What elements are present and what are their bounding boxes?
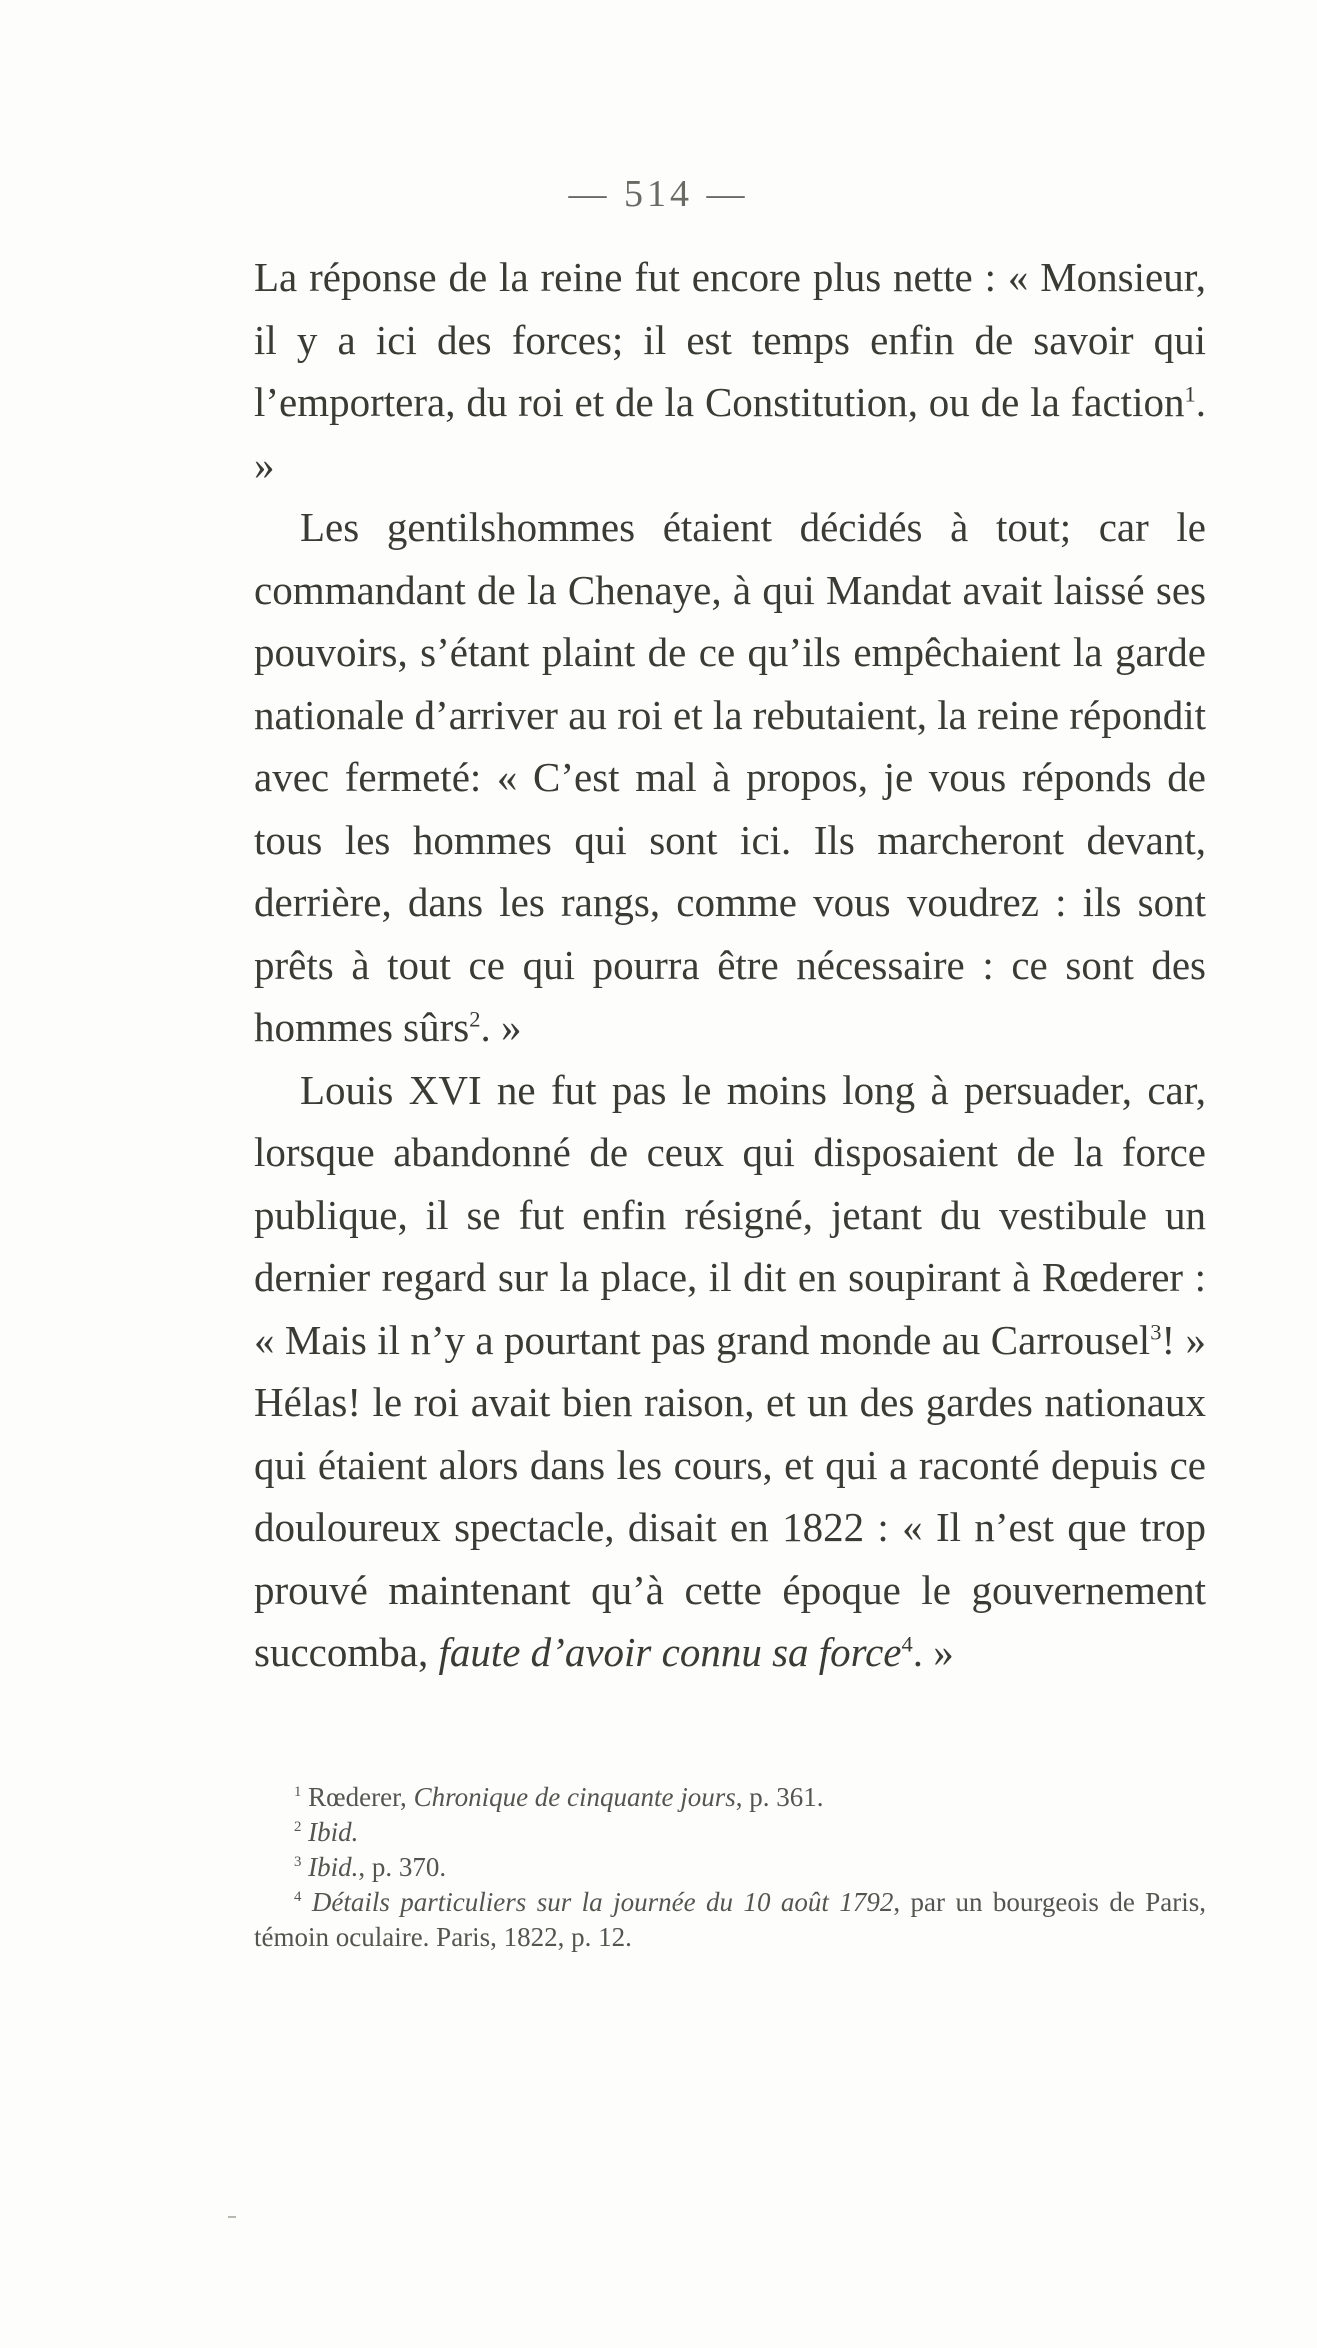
text-run: La réponse de la reine fut encore plus nette : « Monsieur, il y a ici des forces; il est temps enfin de savoir qui l’emportera, du roi et de la Constitution, ou de la faction bbox=[254, 254, 1206, 425]
text-run: Rœderer, bbox=[301, 1782, 414, 1812]
footnote-ref: 3 bbox=[1150, 1318, 1162, 1344]
body-text bbox=[254, 246, 1206, 1684]
text-run: Louis XVI ne fut pas le moins long à persuader, car, lorsque abandonné de ceux qui disposaient de la force publique, il se fut enfin résigné, jetant du vestibule un dernier regard sur la place, il dit en soupirant à Rœderer : « Mais il n’y a pourtant pas grand monde au Carrousel bbox=[254, 1066, 1206, 1363]
footnote bbox=[254, 1815, 1206, 1850]
italic-text: Ibid. bbox=[308, 1817, 359, 1847]
paragraph-louis-xvi bbox=[254, 1059, 1206, 1684]
paragraph-gentlemen bbox=[254, 496, 1206, 1059]
text-run: , p. 361. bbox=[735, 1782, 824, 1812]
text-run: . » bbox=[912, 1629, 954, 1675]
margin-mark bbox=[228, 2216, 236, 2218]
footnote bbox=[254, 1885, 1206, 1955]
footnotes bbox=[254, 1780, 1206, 1955]
footnote-ref: 3 bbox=[294, 1854, 302, 1870]
footnote bbox=[254, 1780, 1206, 1815]
italic-text: Chronique de cinquante jours bbox=[413, 1782, 736, 1812]
footnote-ref: 2 bbox=[469, 1006, 481, 1032]
text-run: Les gentilshommes étaient décidés à tout; car le commandant de la Chenaye, à qui Mandat avait laissé ses pouvoirs, s’étant plaint de ce qu’ils empêchaient la garde nationale d’arriver au roi et la rebutaient, la reine répondit avec fermeté: « C’est mal à propos, je vous réponds de tous les hommes qui sont ici. Ils marcheront devant, derrière, dans les rangs, comme vous voudrez : ils sont prêts à tout ce qui pourra être nécessaire : ce sont des hommes sûrs bbox=[254, 504, 1206, 1050]
footnote-ref: 4 bbox=[901, 1631, 913, 1657]
italic-text: Détails particuliers sur la journée du 10 août 1792 bbox=[311, 1887, 894, 1917]
italic-text: Ibid. bbox=[308, 1852, 359, 1882]
footnote-ref: 1 bbox=[1184, 381, 1196, 407]
paragraph-queen-reply bbox=[254, 246, 1206, 496]
text-run: . » bbox=[480, 1004, 522, 1050]
text-run: ! » Hélas! le roi avait bien raison, et un des gardes nationaux qui étaient alors dans les cours, et qui a raconté depuis ce douloureux spectacle, disait en 1822 : « Il n’est que trop prouvé maintenant qu’à cette époque le gouvernement succomba, bbox=[254, 1316, 1207, 1675]
footnote bbox=[254, 1850, 1206, 1885]
text-run: , p. 370. bbox=[358, 1852, 447, 1882]
footnote-ref: 2 bbox=[294, 1819, 302, 1835]
footnote-ref: 1 bbox=[294, 1784, 302, 1800]
text-run: . » bbox=[254, 379, 1206, 488]
text-run: , par un bourgeois de Paris, témoin oculaire. Paris, 1822, p. 12. bbox=[254, 1887, 1206, 1952]
text-run bbox=[301, 1887, 311, 1917]
footnote-ref: 4 bbox=[294, 1889, 302, 1905]
page-number: — 514 — bbox=[568, 173, 749, 215]
italic-text: faute d’avoir connu sa force bbox=[438, 1629, 902, 1675]
